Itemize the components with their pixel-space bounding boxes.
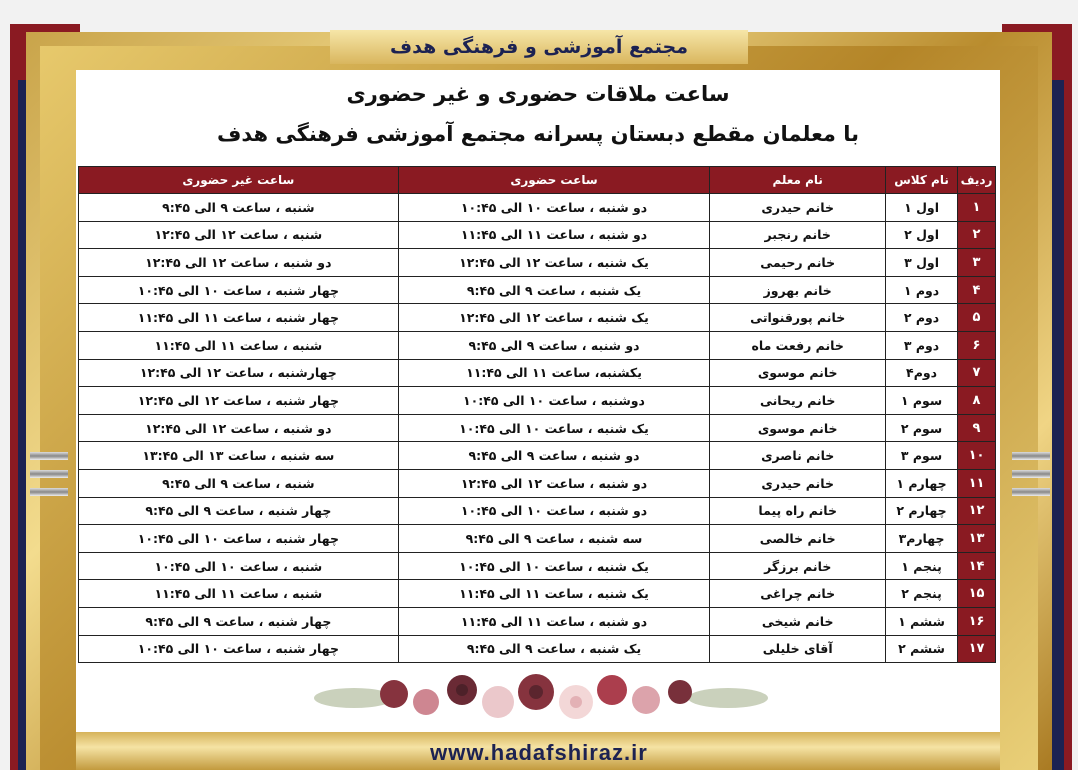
- in-person-hours-cell: سه شنبه ، ساعت ۹ الی ۹:۴۵: [398, 525, 710, 553]
- in-person-hours-cell: دو شنبه ، ساعت ۱۱ الی ۱۱:۴۵: [398, 221, 710, 249]
- frame-stripe: [1012, 470, 1050, 478]
- in-person-hours-cell: یک شنبه ، ساعت ۹ الی ۹:۴۵: [398, 276, 710, 304]
- in-person-hours-cell: دو شنبه ، ساعت ۱۰ الی ۱۰:۴۵: [398, 497, 710, 525]
- class-name-cell: پنجم ۲: [886, 580, 958, 608]
- class-name-cell: دوم ۲: [886, 304, 958, 332]
- table-row: [79, 331, 996, 359]
- row-number-cell: ۱۲: [958, 497, 996, 525]
- class-name-cell: ششم ۲: [886, 635, 958, 663]
- online-hours-cell: شنبه ، ساعت ۱۲ الی ۱۲:۴۵: [79, 221, 399, 249]
- teacher-name-cell: خانم پورقنواتی: [710, 304, 886, 332]
- in-person-hours-cell: دو شنبه ، ساعت ۱۰ الی ۱۰:۴۵: [398, 194, 710, 222]
- row-number-cell: ۲: [958, 221, 996, 249]
- in-person-hours-cell: دو شنبه ، ساعت ۹ الی ۹:۴۵: [398, 331, 710, 359]
- table-row: [79, 387, 996, 415]
- organization-banner: مجتمع آموزشی و فرهنگی هدف: [330, 30, 748, 64]
- class-name-cell: سوم ۳: [886, 442, 958, 470]
- teacher-name-cell: خانم رنجبر: [710, 221, 886, 249]
- teacher-name-cell: خانم رحیمی: [710, 249, 886, 277]
- teacher-name-cell: خانم ناصری: [710, 442, 886, 470]
- class-name-cell: دوم۴: [886, 359, 958, 387]
- table-row: [79, 525, 996, 553]
- in-person-hours-cell: دو شنبه ، ساعت ۱۲ الی ۱۲:۴۵: [398, 469, 710, 497]
- frame-stripe: [1012, 452, 1050, 460]
- in-person-hours-cell: یک شنبه ، ساعت ۱۲ الی ۱۲:۴۵: [398, 304, 710, 332]
- online-hours-cell: شنبه ، ساعت ۱۰ الی ۱۰:۴۵: [79, 552, 399, 580]
- row-number-cell: ۹: [958, 414, 996, 442]
- row-number-cell: ۷: [958, 359, 996, 387]
- table-row: [79, 249, 996, 277]
- header-row-number: ردیف: [958, 167, 996, 194]
- class-name-cell: چهارم۳: [886, 525, 958, 553]
- table-row: [79, 469, 996, 497]
- online-hours-cell: چهار شنبه ، ساعت ۱۰ الی ۱۰:۴۵: [79, 635, 399, 663]
- row-number-cell: ۱۷: [958, 635, 996, 663]
- table-row: [79, 221, 996, 249]
- frame-stripe: [30, 470, 68, 478]
- flower-decoration: [314, 668, 768, 726]
- schedule-table: [78, 166, 996, 663]
- teacher-name-cell: خانم برزگر: [710, 552, 886, 580]
- header-class-name: نام کلاس: [886, 167, 958, 194]
- class-name-cell: سوم ۲: [886, 414, 958, 442]
- header-online-hours: ساعت غیر حضوری: [79, 167, 399, 194]
- frame-stripe: [30, 452, 68, 460]
- online-hours-cell: شنبه ، ساعت ۹ الی ۹:۴۵: [79, 469, 399, 497]
- table-row: [79, 414, 996, 442]
- table-row: [79, 304, 996, 332]
- online-hours-cell: دو شنبه ، ساعت ۱۲ الی ۱۲:۴۵: [79, 249, 399, 277]
- table-row: [79, 359, 996, 387]
- teacher-name-cell: خانم بهروز: [710, 276, 886, 304]
- row-number-cell: ۱۴: [958, 552, 996, 580]
- frame-stripe: [30, 488, 68, 496]
- page-subtitle: با معلمان مقطع دبستان پسرانه مجتمع آموزشی فرهنگی هدف: [216, 122, 860, 146]
- teacher-name-cell: خانم خالصی: [710, 525, 886, 553]
- table-row: [79, 497, 996, 525]
- class-name-cell: چهارم ۲: [886, 497, 958, 525]
- class-name-cell: اول ۳: [886, 249, 958, 277]
- online-hours-cell: چهارشنبه ، ساعت ۱۲ الی ۱۲:۴۵: [79, 359, 399, 387]
- in-person-hours-cell: دوشنبه ، ساعت ۱۰ الی ۱۰:۴۵: [398, 387, 710, 415]
- row-number-cell: ۳: [958, 249, 996, 277]
- frame-stripe: [1012, 488, 1050, 496]
- header-teacher-name: نام معلم: [710, 167, 886, 194]
- online-hours-cell: چهار شنبه ، ساعت ۱۱ الی ۱۱:۴۵: [79, 304, 399, 332]
- teacher-name-cell: خانم موسوی: [710, 414, 886, 442]
- table-row: [79, 552, 996, 580]
- row-number-cell: ۴: [958, 276, 996, 304]
- in-person-hours-cell: دو شنبه ، ساعت ۹ الی ۹:۴۵: [398, 442, 710, 470]
- online-hours-cell: چهار شنبه ، ساعت ۹ الی ۹:۴۵: [79, 607, 399, 635]
- row-number-cell: ۱۵: [958, 580, 996, 608]
- in-person-hours-cell: یکشنبه، ساعت ۱۱ الی ۱۱:۴۵: [398, 359, 710, 387]
- class-name-cell: چهارم ۱: [886, 469, 958, 497]
- row-number-cell: ۱۳: [958, 525, 996, 553]
- table-row: [79, 276, 996, 304]
- in-person-hours-cell: دو شنبه ، ساعت ۱۱ الی ۱۱:۴۵: [398, 607, 710, 635]
- class-name-cell: سوم ۱: [886, 387, 958, 415]
- class-name-cell: اول ۱: [886, 194, 958, 222]
- row-number-cell: ۱۰: [958, 442, 996, 470]
- teacher-name-cell: خانم راه پیما: [710, 497, 886, 525]
- teacher-name-cell: خانم ریحانی: [710, 387, 886, 415]
- page-title: ساعت ملاقات حضوری و غیر حضوری: [346, 82, 730, 106]
- row-number-cell: ۸: [958, 387, 996, 415]
- table-row: [79, 580, 996, 608]
- class-name-cell: دوم ۳: [886, 331, 958, 359]
- teacher-name-cell: خانم حیدری: [710, 469, 886, 497]
- class-name-cell: ششم ۱: [886, 607, 958, 635]
- class-name-cell: اول ۲: [886, 221, 958, 249]
- online-hours-cell: چهار شنبه ، ساعت ۱۰ الی ۱۰:۴۵: [79, 276, 399, 304]
- table-row: [79, 442, 996, 470]
- row-number-cell: ۵: [958, 304, 996, 332]
- header-in-person-hours: ساعت حضوری: [398, 167, 710, 194]
- class-name-cell: پنجم ۱: [886, 552, 958, 580]
- teacher-name-cell: آقای خلیلی: [710, 635, 886, 663]
- teacher-name-cell: خانم شیخی: [710, 607, 886, 635]
- online-hours-cell: شنبه ، ساعت ۹ الی ۹:۴۵: [79, 194, 399, 222]
- in-person-hours-cell: یک شنبه ، ساعت ۱۰ الی ۱۰:۴۵: [398, 414, 710, 442]
- website-url[interactable]: www.hadafshiraz.ir: [430, 740, 648, 765]
- online-hours-cell: سه شنبه ، ساعت ۱۳ الی ۱۳:۴۵: [79, 442, 399, 470]
- teacher-name-cell: خانم موسوی: [710, 359, 886, 387]
- row-number-cell: ۶: [958, 331, 996, 359]
- online-hours-cell: شنبه ، ساعت ۱۱ الی ۱۱:۴۵: [79, 331, 399, 359]
- class-name-cell: دوم ۱: [886, 276, 958, 304]
- table-header-row: [79, 167, 996, 194]
- online-hours-cell: شنبه ، ساعت ۱۱ الی ۱۱:۴۵: [79, 580, 399, 608]
- row-number-cell: ۱۶: [958, 607, 996, 635]
- row-number-cell: ۱۱: [958, 469, 996, 497]
- teacher-name-cell: خانم چراغی: [710, 580, 886, 608]
- in-person-hours-cell: یک شنبه ، ساعت ۱۰ الی ۱۰:۴۵: [398, 552, 710, 580]
- in-person-hours-cell: یک شنبه ، ساعت ۱۲ الی ۱۲:۴۵: [398, 249, 710, 277]
- online-hours-cell: چهار شنبه ، ساعت ۱۲ الی ۱۲:۴۵: [79, 387, 399, 415]
- online-hours-cell: دو شنبه ، ساعت ۱۲ الی ۱۲:۴۵: [79, 414, 399, 442]
- table-row: [79, 607, 996, 635]
- teacher-name-cell: خانم حیدری: [710, 194, 886, 222]
- online-hours-cell: چهار شنبه ، ساعت ۹ الی ۹:۴۵: [79, 497, 399, 525]
- row-number-cell: ۱: [958, 194, 996, 222]
- in-person-hours-cell: یک شنبه ، ساعت ۱۱ الی ۱۱:۴۵: [398, 580, 710, 608]
- table-row: [79, 635, 996, 663]
- table-row: [79, 194, 996, 222]
- in-person-hours-cell: یک شنبه ، ساعت ۹ الی ۹:۴۵: [398, 635, 710, 663]
- online-hours-cell: چهار شنبه ، ساعت ۱۰ الی ۱۰:۴۵: [79, 525, 399, 553]
- teacher-name-cell: خانم رفعت ماه: [710, 331, 886, 359]
